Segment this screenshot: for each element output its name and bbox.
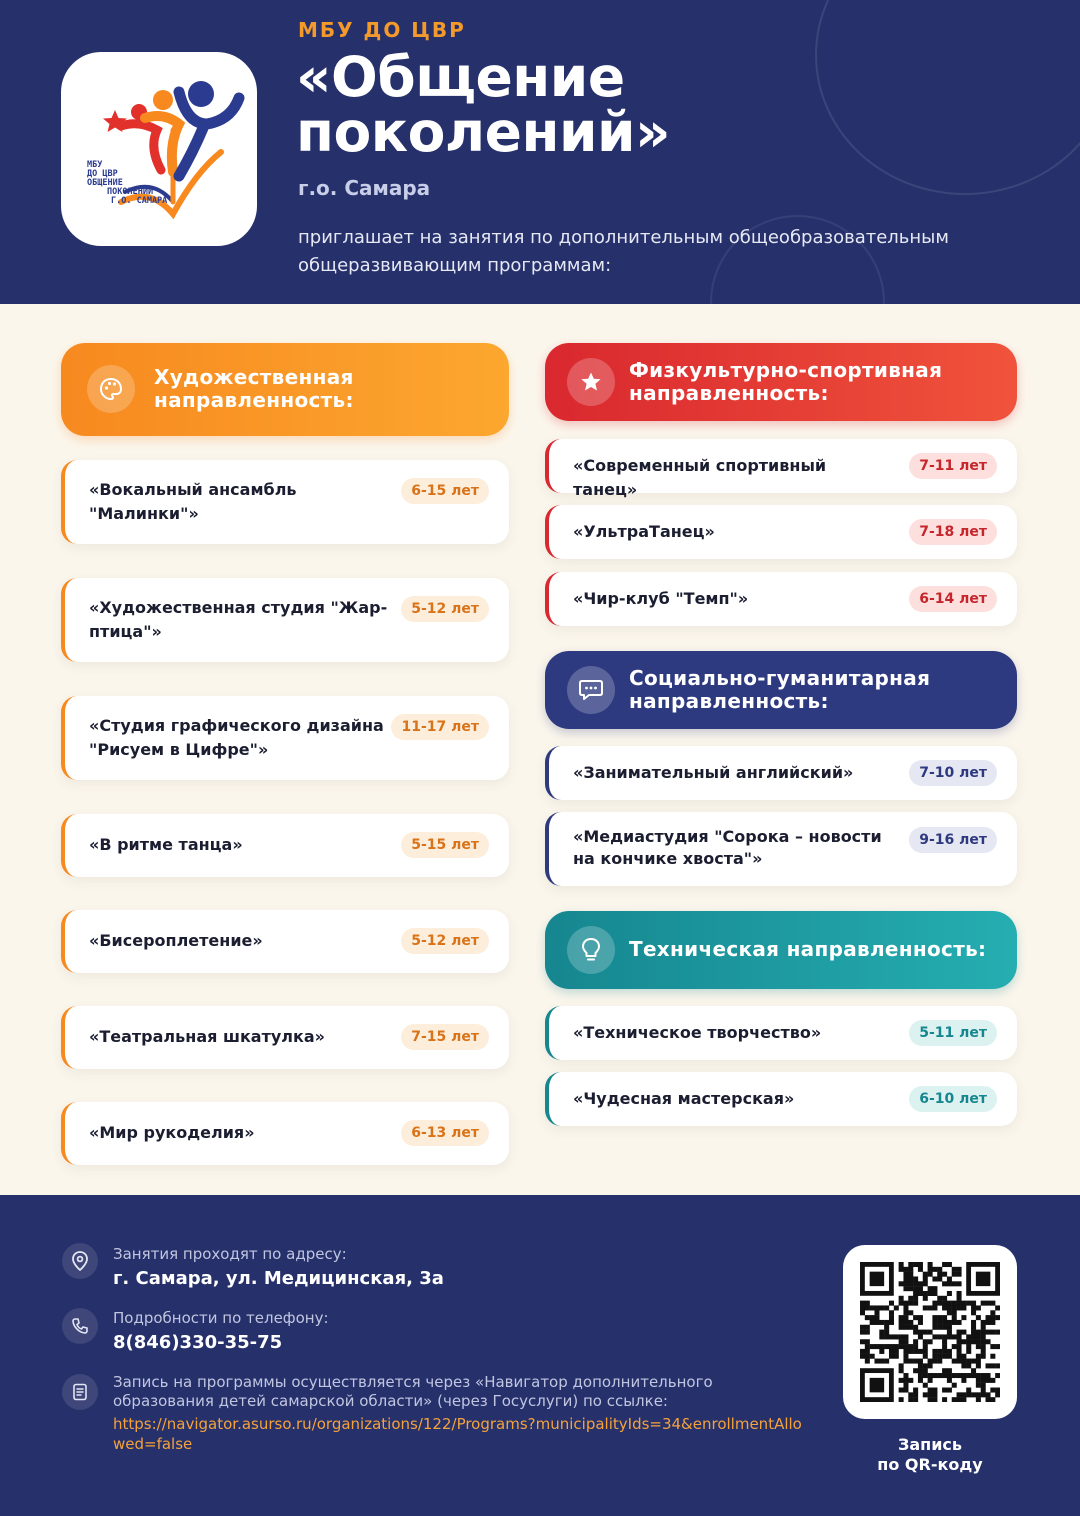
program-card[interactable] — [61, 460, 509, 544]
phone-label: Подробности по телефону: — [113, 1309, 329, 1327]
phone-icon — [62, 1308, 98, 1344]
program-name: «Техническое творчество» — [573, 1023, 822, 1042]
program-name: «Современный спортивный танец» — [573, 456, 827, 499]
program-name: «Художественная студия "Жар-птица"» — [89, 598, 388, 641]
location-pin-icon — [62, 1243, 98, 1279]
section-title: Художественная направленность: — [154, 365, 354, 412]
program-card[interactable] — [61, 578, 509, 662]
age-badge: 6-13 лет — [401, 1120, 489, 1146]
qr-caption-line: Запись — [897, 1435, 963, 1454]
program-name: «В ритме танца» — [89, 835, 243, 854]
page-title — [296, 45, 671, 164]
program-card[interactable] — [61, 1006, 509, 1069]
age-badge: 7-11 лет — [909, 453, 997, 479]
program-name: «Чудесная мастерская» — [573, 1089, 795, 1108]
age-badge: 7-10 лет — [909, 760, 997, 786]
age-badge: 5-11 лет — [909, 1020, 997, 1046]
program-card[interactable] — [545, 746, 1017, 800]
section-title: Физкультурно-спортивная направленность: — [629, 358, 943, 405]
age-badge: 11-17 лет — [391, 714, 489, 740]
qr-caption — [850, 1435, 1010, 1475]
program-name: «Вокальный ансамбль "Малинки"» — [89, 480, 297, 523]
section-tech-header — [545, 911, 1017, 989]
address-value: г. Самара, ул. Медицинская, 3а — [113, 1268, 444, 1289]
enroll-text: Запись на программы осуществляется через «Навигатор дополнительного образования детей самарской области» (через Госуслуги) по ссылке: — [113, 1373, 713, 1410]
program-card[interactable] — [61, 910, 509, 973]
header — [0, 0, 1080, 304]
qr-caption-line: по QR-коду — [877, 1455, 983, 1474]
lightbulb-icon — [567, 926, 615, 974]
star-icon — [567, 358, 615, 406]
org-name: МБУ ДО ЦВР — [298, 18, 466, 42]
logo-text-line: Г.О. САМАРА — [111, 196, 168, 206]
program-name: «Медиастудия "Сорока – новости на кончике хвоста"» — [573, 827, 882, 868]
qr-code[interactable] — [843, 1245, 1017, 1419]
qr-code-image — [860, 1262, 1000, 1402]
logo-text-line: МБУ — [87, 160, 103, 170]
program-card[interactable] — [61, 696, 509, 780]
age-badge: 6-10 лет — [909, 1086, 997, 1112]
palette-icon — [87, 365, 135, 413]
program-name: «УльтраТанец» — [573, 522, 715, 541]
age-badge: 5-12 лет — [401, 596, 489, 622]
footer — [0, 1195, 1080, 1516]
logo — [61, 52, 257, 246]
program-card[interactable] — [545, 1072, 1017, 1126]
age-badge: 9-16 лет — [909, 827, 997, 853]
age-badge: 5-12 лет — [401, 928, 489, 954]
program-card[interactable] — [545, 812, 1017, 886]
program-card[interactable] — [61, 1102, 509, 1165]
program-name: «Мир рукоделия» — [89, 1123, 255, 1142]
program-card[interactable] — [545, 1006, 1017, 1060]
logo-text-line: ДО ЦВР — [87, 169, 118, 179]
age-badge: 7-15 лет — [401, 1024, 489, 1050]
program-name: «Чир-клуб "Темп"» — [573, 589, 749, 608]
invite-text: приглашает на занятия по дополнительным общеобразовательным общеразвивающим программам: — [298, 227, 949, 276]
people-book-logo-icon — [61, 52, 257, 246]
program-name: «Студия графического дизайна "Рисуем в Цифре"» — [89, 716, 384, 759]
address-label: Занятия проходят по адресу: — [113, 1245, 347, 1263]
section-art-header — [61, 343, 509, 436]
chat-icon — [567, 666, 615, 714]
document-icon — [62, 1374, 98, 1410]
age-badge: 7-18 лет — [909, 519, 997, 545]
program-card[interactable] — [61, 814, 509, 877]
navigator-link[interactable]: https://navigator.asurso.ru/organizations/122/Programs?municipalityIds=34&enrollmentAllowed=false — [113, 1415, 802, 1453]
logo-text-line: ОБЩЕНИЕ — [87, 178, 123, 188]
city: г.о. Самара — [298, 176, 431, 200]
program-name: «Театральная шкатулка» — [89, 1027, 326, 1046]
program-name: «Бисероплетение» — [89, 931, 263, 950]
program-card[interactable] — [545, 572, 1017, 626]
section-title: Техническая направленность: — [629, 937, 987, 961]
logo-text-line: ПОКОЛЕНИЙ — [107, 187, 154, 197]
age-badge: 5-15 лет — [401, 832, 489, 858]
age-badge: 6-14 лет — [909, 586, 997, 612]
title-line: «Общение — [296, 45, 625, 109]
section-title: Социально-гуманитарная направленность: — [629, 666, 931, 713]
program-card[interactable] — [545, 439, 1017, 499]
section-social-header — [545, 651, 1017, 729]
age-badge: 6-15 лет — [401, 478, 489, 504]
program-card[interactable] — [545, 505, 1017, 559]
decor-circle — [815, 0, 1080, 195]
section-sport-header — [545, 343, 1017, 421]
title-line: поколений» — [296, 100, 671, 164]
phone-number[interactable]: 8(846)330-35-75 — [113, 1332, 283, 1353]
program-name: «Занимательный английский» — [573, 763, 854, 782]
